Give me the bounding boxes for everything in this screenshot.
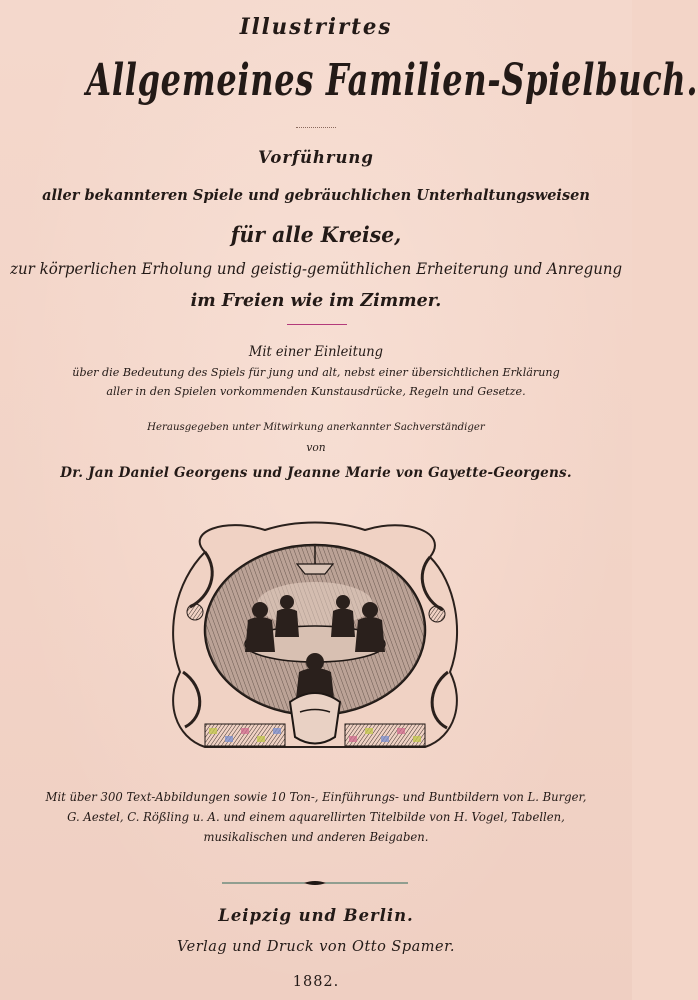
- main-title: Allgemeines Familien-Spielbuch.: [86, 55, 698, 106]
- subtitle-line-1: Vorführung: [258, 148, 374, 168]
- editors-von: von: [306, 441, 326, 454]
- illustrations-line-2: G. Aestel, C. Rößling u. A. und einem aquarellirten Titelbilde von H. Vogel, Tabellen,: [67, 810, 565, 824]
- publication-year: 1882.: [292, 972, 340, 990]
- intro-line-1: Mit einer Einleitung: [248, 344, 384, 360]
- editors-names: Dr. Jan Daniel Georgens und Jeanne Marie von Gayette-Georgens.: [60, 465, 572, 481]
- subtitle-line-3: für alle Kreise,: [230, 222, 402, 247]
- intro-line-2: über die Bedeutung des Spiels für jung und alt, nebst einer übersichtlichen Erklärung: [72, 365, 560, 379]
- illustrations-line-3: musikalischen und anderen Beigaben.: [203, 830, 429, 844]
- publisher: Verlag und Druck von Otto Spamer.: [176, 937, 456, 955]
- dotted-rule: [296, 127, 336, 128]
- intro-line-3: aller in den Spielen vorkommenden Kunstausdrücke, Regeln und Gesetze.: [106, 384, 526, 398]
- pre-title: Illustrirtes: [239, 14, 393, 40]
- illustrations-line-1: Mit über 300 Text-Abbildungen sowie 10 Ton-, Einführungs- und Buntbildern von L. Burger,: [45, 790, 587, 804]
- ornamental-rule: [222, 880, 408, 886]
- subtitle-line-4: zur körperlichen Erholung und geistig-gemüthlichen Erheiterung und Anregung: [10, 260, 623, 278]
- publication-place: Leipzig und Berlin.: [218, 906, 414, 926]
- accent-rule: [287, 324, 347, 325]
- subtitle-line-2: aller bekannteren Spiele und gebräuchlichen Unterhaltungsweisen: [42, 186, 590, 204]
- subtitle-line-5: im Freien wie im Zimmer.: [190, 290, 442, 311]
- vignette-engraving: [165, 512, 465, 764]
- editors-prefix: Herausgegeben unter Mitwirkung anerkannter Sachverständiger: [147, 421, 485, 433]
